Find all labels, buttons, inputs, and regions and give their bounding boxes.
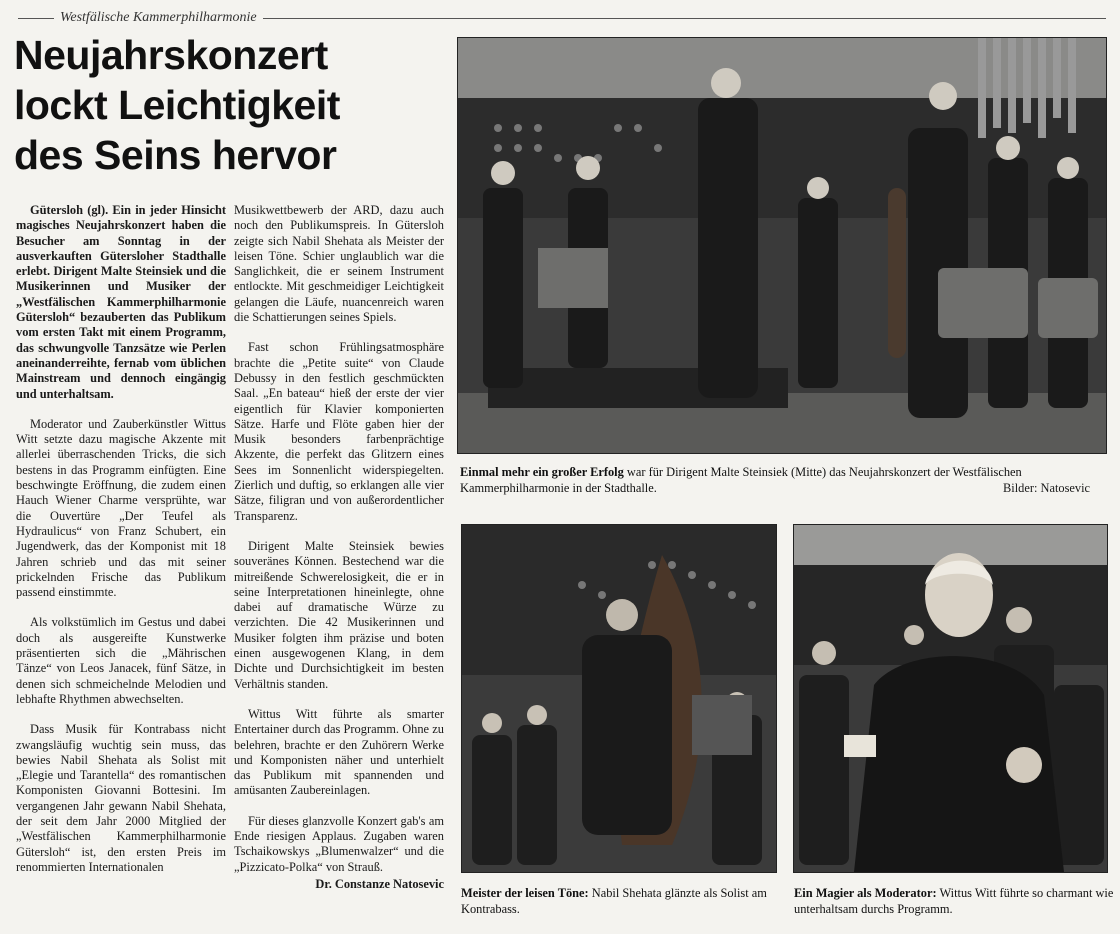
article-lead: Gütersloh (gl). Ein in jeder Hinsicht magisches Neujahrskonzert haben die Besucher am Sonntag in der ausverkauften Gütersloher Stadthalle erlebt. Dirigent Malte Steinsiek und die Musikerinnen und Musiker der „Westfälischen Kammerphilharmonie Gütersloh“ bezauberten das Publikum vom ersten Takt mit einem Programm, das schwungvolle Tanzsätze wie Perlen aneinanderreihte, fernab vom üblichen Mainstream und dennoch eingängig und unterhaltsam.	[16, 203, 226, 401]
article-paragraph: Für dieses glanzvolle Konzert gab's am Ende riesigen Applaus. Zugaben waren Tschaikowskys „Blumenwalzer“ und die „Pizzicato-Polka“ von Strauß.	[234, 813, 444, 874]
article-paragraph: Wittus Witt führte als smarter Entertainer durch das Programm. Ohne zu belehren, brachte er den Zuhörern Werke und Komponisten näher und unterhielt das Publikum mit spannenden und amüsanten Zaubereinlagen.	[234, 706, 444, 798]
caption-text: Nabil Shehata glänzte als Solist am Kontrabass.	[461, 886, 767, 916]
article-paragraph: Dirigent Malte Steinsiek bewies souveränes Können. Bestechend war die mitreißende Schwerelosigkeit, die er in seine Interpretationen hineinlegte, ohne dabei auf dramatische Würze zu verzichten. Die 42 Musikerinnen und Musiker folgten ihm präzise und boten einen ausgewogenen Klang, in dem Dichte und Durchsichtigkeit im besten Verhältnis standen.	[234, 538, 444, 691]
headline-line-2: lockt Leichtigkeit	[14, 82, 340, 128]
article-paragraph: Musikwettbewerb der ARD, dazu auch noch den Publikumspreis. In Gütersloh zeigte sich Nabil Shehata als Meister der leisen Töne. Schier unglaublich war die Sanglichkeit, die er seinem Instrument entlockte. Mit geschmeidiger Leichtigkeit gelangen die Läufe, nuancenreich waren die Schattierungen seines Spiels.	[234, 203, 444, 325]
photo-bassist	[461, 524, 777, 873]
caption-bold: Einmal mehr ein großer Erfolg	[460, 465, 624, 479]
article-column-1	[16, 203, 226, 875]
headline	[14, 30, 444, 180]
article-paragraph: Fast schon Frühlingsatmosphäre brachte die „Petite suite“ von Claude Debussy in den festlich geschmückten Saal. „En bateau“ hieß der erste der vier eigentlich für Klavier komponierten Sätze. Harfe und Flöte gaben hier der Musik besonders farbenprächtige Akzente, die perfekt das Glitzern eines Sees im Sonnenlicht widerspiegelten. Zierlich und duftig, so erklangen alle vier Sätze, filigran und von außerordentlicher Transparenz.	[234, 340, 444, 523]
magician-caption	[794, 886, 1114, 917]
kicker-rule-left	[18, 18, 54, 19]
photo-credit: Bilder: Natosevic	[1003, 481, 1091, 495]
headline-line-1: Neujahrskonzert	[14, 32, 328, 78]
article-paragraph	[16, 203, 226, 402]
article-paragraph: Moderator und Zauberkünstler Wittus Witt setzte dazu magische Akzente mit allerlei überraschenden Tricks, die sich bestens in das Programm einfügten. Eine beschwingte Eröffnung, die zudem einen Hauch Wiener Charme versprühte, war die Ouvertüre „Der Teufel als Hydraulicus“ von Franz Schubert, ein Jugendwerk, das der Komponist mit 18 Jahren schrieb und das mit seiner prickelnden Frische das Publikum passend einstimmte.	[16, 416, 226, 600]
caption-text: Wittus Witt führte so charmant wie unterhaltsam durchs Programm.	[794, 886, 1114, 916]
bassist-caption	[461, 886, 781, 917]
kicker-rule-right	[263, 18, 1106, 19]
photo-magician	[793, 524, 1108, 873]
headline-line-3: des Seins hervor	[14, 132, 337, 178]
article-paragraph: Dass Musik für Kontrabass nicht zwangsläufig wuchtig sein muss, das bewies Nabil Shehata als Solist mit „Elegie und Tarantella“ des romantischen Komponisten Giovanni Bottesini. Im vergangenen Jahr gewann Nabil Shehata, der seit dem Jahr 2000 Mitglied der „Westfälischen Kammerphilharmonie Gütersloh“ ist, den ersten Preis im renommierten Internationalen	[16, 722, 226, 874]
author-byline: Dr. Constanze Natosevic	[315, 876, 444, 891]
caption-bold: Ein Magier als Moderator:	[794, 886, 937, 900]
caption-bold: Meister der leisen Töne:	[461, 886, 589, 900]
caption-text: war für Dirigent Malte Steinsiek (Mitte) das Neujahrskonzert der Westfälischen Kammerphilharmonie in der Stadthalle.	[460, 465, 1022, 495]
kicker-text: Westfälische Kammerphilharmonie	[60, 10, 257, 25]
main-photo-orchestra	[457, 37, 1107, 454]
article-paragraph: Als volkstümlich im Gestus und dabei doch als ausgereifte Kunstwerke präsentierten sich die „Mährischen Tänze“ von Leos Janacek, fünf Sätze, in denen sich schmeichelnde Melodien und lebhafte Rhythmen abwechselten.	[16, 615, 226, 706]
kicker-line	[18, 8, 1106, 28]
article-column-2	[234, 203, 444, 892]
